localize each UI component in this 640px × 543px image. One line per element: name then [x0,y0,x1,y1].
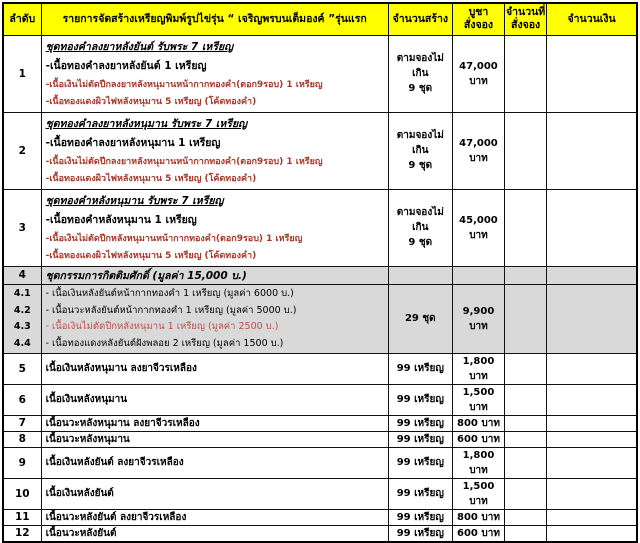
row-number: 1 [3,35,41,112]
amount-cell [547,35,637,112]
table-header-row [3,3,637,35]
amount-cell [547,284,637,353]
amount-cell [547,431,637,447]
item-description-cell [41,35,388,112]
price-cell [452,266,504,284]
sub-item: - เนื้อนวะหลังยันต์หน้ากากทองคำ 1 เหรียญ (มูลค่า 5000 บ.) [45,304,297,316]
item-description-cell: เนื้อนวะหลังยันต์ [41,525,388,542]
amount-cell [547,509,637,525]
made-quantity-cell [388,112,452,189]
item-description-cell: เนื้อนวะหลังหนุมาน [41,431,388,447]
made-quantity-cell [388,189,452,266]
made-line2: 9 ชุด [408,237,433,248]
item-description-cell [41,189,388,266]
table-row [3,112,637,189]
price-cell: 1,500 บาท [452,478,504,509]
sub-item: - เนื้อเงินหลังยันต์หน้ากากทองคำ 1 เหรียญ (มูลค่า 6000 บ.) [45,288,294,300]
made-quantity-cell: 99 เหรียญ [388,509,452,525]
sub-number: 4.2 [13,304,31,316]
made-quantity-cell: 99 เหรียญ [388,415,452,431]
reserved-qty-cell [505,189,547,266]
price-cell: 47,000 บาท [452,112,504,189]
table-row [3,415,637,431]
header-price-line1: บูชา [468,6,489,19]
reserved-qty-cell [505,35,547,112]
amount-cell [547,447,637,478]
reserved-qty-cell [505,525,547,542]
group-items-row [3,284,637,353]
price-cell: 600 บาท [452,431,504,447]
made-quantity-cell: 29 ชุด [388,284,452,353]
set-line2: -เนื้อเงินไม่ตัดปีกลงยาหลังหนุมานหน้ากากทองคำ(ตอก9รอบ) 1 เหรียญ [45,79,323,90]
amount-cell [547,189,637,266]
made-line2: 9 ชุด [408,160,433,171]
set-line2: -เนื้อเงินไม่ตัดปีกลงยาหลังหนุมานหน้ากากทองคำ(ตอก9รอบ) 1 เหรียญ [45,156,323,167]
row-number: 12 [3,525,41,542]
table-row [3,525,637,542]
reserved-qty-cell [505,284,547,353]
reserved-qty-cell [505,415,547,431]
reserved-qty-cell [505,431,547,447]
header-qty [505,3,547,35]
item-description-cell: เนื้อเงินหลังหนุมาน [41,384,388,415]
reserved-qty-cell [505,384,547,415]
header-price [452,3,504,35]
amount-cell [547,112,637,189]
sub-item: - เนื้อเงินไม่ตัดปีกหลังหนุมาน 1 เหรียญ (มูลค่า 2500 บ.) [45,321,279,333]
price-cell: 1,800 บาท [452,353,504,384]
set-line1: -เนื้อทองคำลงยาหลังยันต์ 1 เหรียญ [45,59,207,72]
made-line1: ตามจองไม่เกิน [396,130,444,156]
price-cell: 47,000 บาท [452,35,504,112]
sub-numbers-cell [3,284,41,353]
item-description-cell: เนื้อนวะหลังยันต์ ลงยาจีวรเหลือง [41,509,388,525]
item-description-cell: เนื้อเงินหลังยันต์ [41,478,388,509]
row-number: 4 [3,266,41,284]
set-line3: -เนื้อทองแดงผิวไฟหลังหนุมาน 5 เหรียญ (โค้ดทองคำ) [45,96,257,107]
row-number: 7 [3,415,41,431]
made-quantity-cell: 99 เหรียญ [388,447,452,478]
row-number: 11 [3,509,41,525]
reserved-qty-cell [505,112,547,189]
header-amount: จำนวนเงิน [547,3,637,35]
item-description-cell: เนื้อเงินหลังหนุมาน ลงยาจีวรเหลือง [41,353,388,384]
set-line3: -เนื้อทองแดงผิวไฟหลังหนุมาน 5 เหรียญ (โค้ดทองคำ) [45,173,257,184]
made-line1: ตามจองไม่เกิน [396,53,444,79]
group-header-row [3,266,637,284]
header-made: จำนวนสร้าง [388,3,452,35]
item-description-cell [41,112,388,189]
reserved-qty-cell [505,266,547,284]
set-title: ชุดทองคำลงยาหลังยันต์ รับพระ 7 เหรียญ [45,40,234,53]
set-line1: -เนื้อทองคำหลังหนุมาน 1 เหรียญ [45,213,197,226]
item-description-cell: เนื้อเงินหลังยันต์ ลงยาจีวรเหลือง [41,447,388,478]
made-quantity-cell: 99 เหรียญ [388,478,452,509]
header-no: ลำดับ [3,3,41,35]
table-row [3,353,637,384]
sub-number: 4.4 [13,338,31,350]
set-line3: -เนื้อทองแดงผิวไฟหลังหนุมาน 5 เหรียญ (โค้ดทองคำ) [45,250,257,261]
amount-cell [547,415,637,431]
made-line2: 9 ชุด [408,83,433,94]
sub-item: - เนื้อทองแดงหลังยันต์ฝังพลอย 2 เหรียญ (มูลค่า 1500 บ.) [45,338,284,350]
price-cell: 9,900 บาท [452,284,504,353]
amount-cell [547,478,637,509]
row-number: 2 [3,112,41,189]
made-quantity-cell: 99 เหรียญ [388,353,452,384]
row-number: 9 [3,447,41,478]
made-quantity-cell: 99 เหรียญ [388,525,452,542]
price-cell: 1,800 บาท [452,447,504,478]
sub-number: 4.1 [13,288,31,300]
reserved-qty-cell [505,509,547,525]
set-title: ชุดทองคำลงยาหลังหนุมาน รับพระ 7 เหรียญ [45,117,248,130]
item-description-cell: เนื้อนวะหลังหนุมาน ลงยาจีวรเหลือง [41,415,388,431]
amulet-order-table [2,2,638,543]
row-number: 6 [3,384,41,415]
header-price-line2: สั่งจอง [463,19,494,32]
table-row [3,447,637,478]
price-cell: 45,000 บาท [452,189,504,266]
group-title: ชุดกรรมการกิตติมศักดิ์ (มูลค่า 15,000 บ.) [41,266,388,284]
made-quantity-cell: 99 เหรียญ [388,431,452,447]
made-quantity-cell [388,266,452,284]
row-number: 3 [3,189,41,266]
table-row [3,431,637,447]
row-number: 8 [3,431,41,447]
set-line2: -เนื้อเงินไม่ตัดปีกหลังหนุมานหน้ากากทองคำ(ตอก9รอบ) 1 เหรียญ [45,233,303,244]
amount-cell [547,353,637,384]
table-row [3,509,637,525]
header-item: รายการจัดสร้างเหรียญพิมพ์รูปไข่รุ่น “ เจริญพรบนเต็มองค์ ”รุ่นแรก [41,3,388,35]
table-row [3,189,637,266]
price-cell: 600 บาท [452,525,504,542]
amount-cell [547,525,637,542]
set-title: ชุดทองคำหลังหนุมาน รับพระ 7 เหรียญ [45,194,224,207]
reserved-qty-cell [505,478,547,509]
made-quantity-cell [388,35,452,112]
amount-cell [547,384,637,415]
table-row [3,384,637,415]
set-line1: -เนื้อทองคำลงยาหลังหนุมาน 1 เหรียญ [45,136,221,149]
header-qty-line1: จำนวนที่ [505,6,546,19]
reserved-qty-cell [505,353,547,384]
row-number: 10 [3,478,41,509]
table-row [3,478,637,509]
header-qty-line2: สั่งจอง [511,19,541,32]
price-cell: 1,500 บาท [452,384,504,415]
reserved-qty-cell [505,447,547,478]
sub-items-cell [41,284,388,353]
row-number: 5 [3,353,41,384]
table-row [3,35,637,112]
price-cell: 800 บาท [452,509,504,525]
made-line1: ตามจองไม่เกิน [396,207,444,233]
amount-cell [547,266,637,284]
made-quantity-cell: 99 เหรียญ [388,384,452,415]
price-cell: 800 บาท [452,415,504,431]
sub-number: 4.3 [13,321,31,333]
